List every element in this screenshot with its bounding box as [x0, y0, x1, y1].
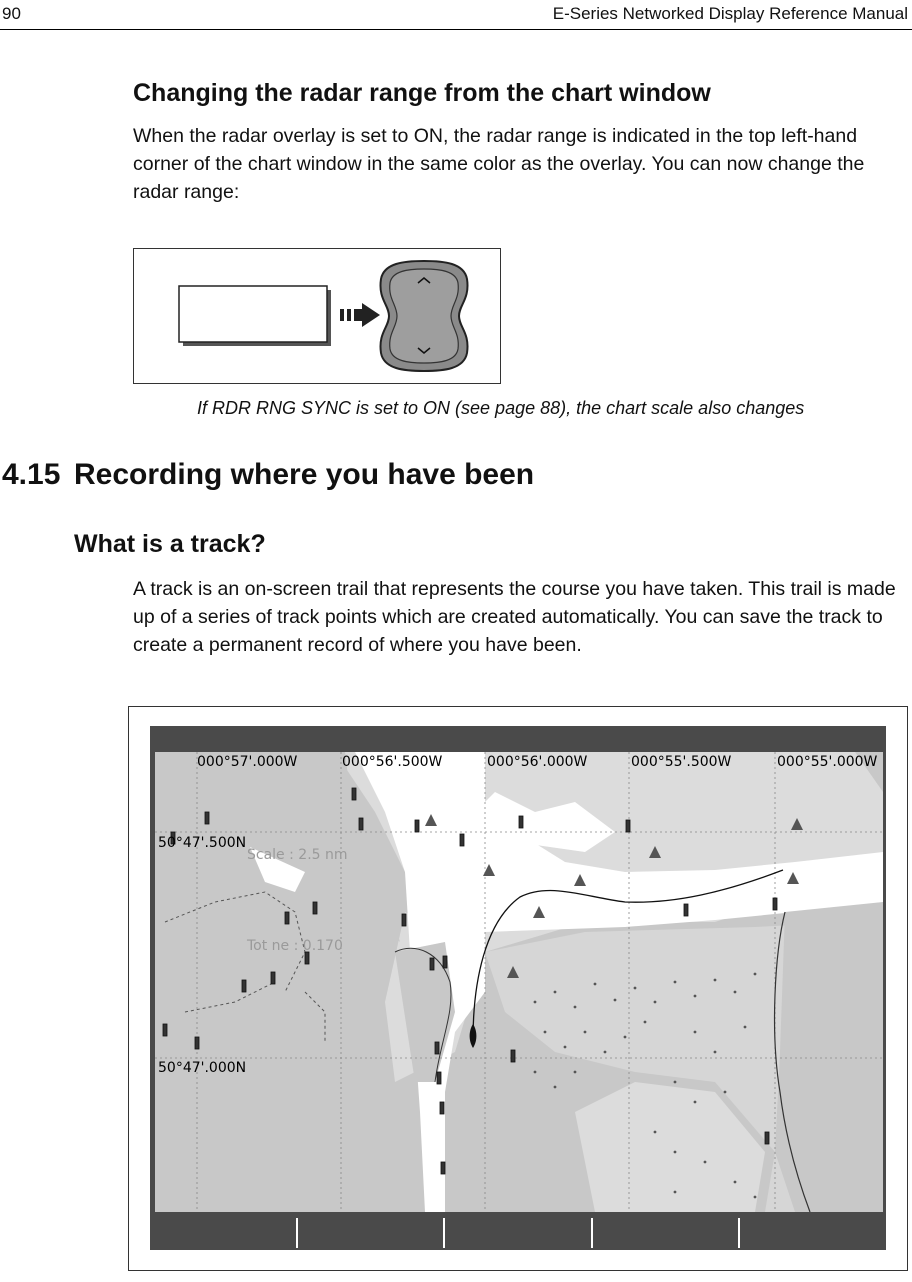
overlay-fragment-text: Tot ne : 0.170	[247, 938, 343, 954]
section-title: Recording where you have been	[74, 458, 535, 491]
track-subheading: What is a track?	[74, 530, 266, 558]
running-title: E-Series Networked Display Reference Manual	[552, 4, 908, 23]
chart-scale-text: Scale : 2.5 nm	[247, 847, 348, 863]
range-key-illustration	[134, 249, 500, 383]
latitude-label: 50°47'.500N	[158, 835, 247, 851]
vessel-icon	[470, 1024, 477, 1048]
range-key-figure	[133, 248, 501, 384]
chart-map	[155, 752, 883, 1212]
chart-window[interactable]	[155, 752, 883, 1212]
radar-range-paragraph: When the radar overlay is set to ON, the radar range is indicated in the top left-hand corner of the chart window in the same color as the overlay. You can now change the radar range:	[133, 125, 865, 203]
track-paragraph: A track is an on-screen trail that represents the course you have taken. This trail is made up of a series of track points which are created automatically. You can save the track to create a permanent record of where you have been.	[133, 578, 896, 656]
softkey-bar	[150, 1216, 886, 1250]
arrow-right-icon	[340, 303, 380, 327]
longitude-label: 000°57'.000W	[197, 754, 298, 770]
longitude-label: 000°56'.000W	[487, 754, 588, 770]
section-header	[2, 458, 535, 492]
longitude-label: 000°55'.500W	[631, 754, 732, 770]
radar-range-heading: Changing the radar range from the chart window	[133, 79, 711, 107]
softkey-divider	[443, 1218, 445, 1248]
section-number: 4.15	[2, 458, 61, 491]
display-box	[179, 286, 327, 342]
latitude-label: 50°47'.000N	[158, 1060, 247, 1076]
softkey-divider	[296, 1218, 298, 1248]
range-rocker-key-icon	[380, 261, 467, 371]
softkey-divider	[738, 1218, 740, 1248]
radar-sync-caption: If RDR RNG SYNC is set to ON (see page 88), the chart scale also changes	[197, 398, 805, 418]
header-rule	[0, 29, 912, 30]
page-number: 90	[2, 4, 21, 23]
softkey-divider	[591, 1218, 593, 1248]
longitude-label: 000°56'.500W	[342, 754, 443, 770]
longitude-label: 000°55'.000W	[777, 754, 878, 770]
